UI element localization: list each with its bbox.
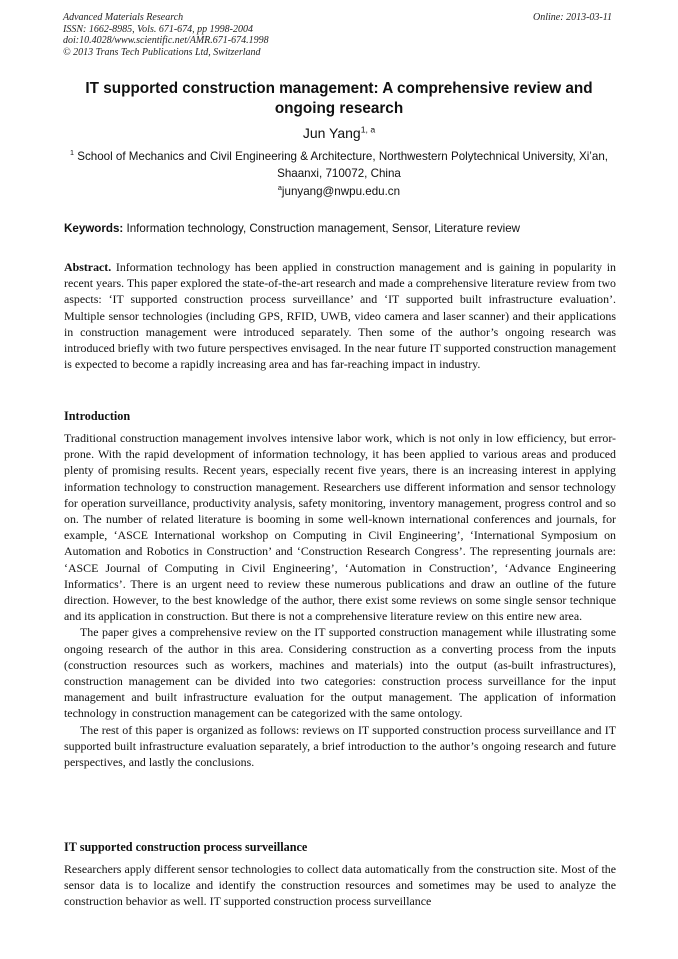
issn-line: ISSN: 1662-8985, Vols. 671-674, pp 1998-2004 [63, 23, 253, 35]
introduction-body [64, 430, 616, 770]
abstract [64, 259, 616, 372]
keywords-label: Keywords: [64, 222, 124, 235]
intro-paragraph-2: The paper gives a comprehensive review on the IT supported construction management while illustrating some ongoing research of the author in this area. Considering construction as a converting process from the inputs (construction resources such as workers, machines and materials) into the output (as-built infrastructures), construction management can be divided into two categories: construction process surveillance for the input management and built infrastructure evaluation for the output management. The application of information technology in construction management can be categorized with the same ontology. [64, 625, 616, 721]
journal-header [63, 12, 423, 58]
journal-name: Advanced Materials Research [63, 12, 184, 23]
surveillance-body [64, 861, 616, 910]
affiliation-text: School of Mechanics and Civil Engineering & Architecture, Northwestern Polytechnical University, Xi’an, Shaanxi, 710072, China [77, 150, 608, 180]
abstract-text: Information technology has been applied in construction management and is gaining in popularity in recent years. This paper explored the state-of-the-art research and made a comprehensive literature review from two aspects: ‘IT supported construction process surveillance’ and ‘IT supported built infrastructure evaluation’. Multiple sensor technologies (including GPS, RFID, UWB, video camera and laser scanner) and their applications in construction management were introduced separately. Then some of the author’s ongoing research was introduced briefly with two future perspectives envisaged. In the near future IT supported construction management is expected to become a rapidly increasing area and has far-reaching impact in industry. [64, 260, 616, 372]
surveillance-paragraph: Researchers apply different sensor technologies to collect data automatically from the construction site. Most of the sensor data is to localize and identify the construction resources and sometimes may be used to analyze the construction behavior as well. IT supported construction process surveillance [64, 862, 616, 909]
intro-paragraph-3: The rest of this paper is organized as follows: reviews on IT supported construction process surveillance and IT supported built infrastructure evaluation separately, a brief introduction to the author’s ongoing research and future perspectives, and lastly the conclusions. [64, 722, 616, 770]
paper-title: IT supported construction management: A comprehensive review and ongoing research [85, 80, 593, 117]
author-email [60, 184, 618, 200]
email-mark: a [277, 183, 282, 193]
keywords-text: Information technology, Construction management, Sensor, Literature review [126, 222, 521, 235]
intro-paragraph-1: Traditional construction management involves intensive labor work, which is not only in low efficiency, but error-prone. With the rapid development of information technology, it has been applied to various areas and produced plenty of promising results. Recent years, especially recent five years, there is an increasing interest in applying information technology to construction management. Researchers use different information and sensor technology for operation surveillance, productivity analysis, safety monitoring, inventory management, progress control and so on. The number of related literature is booming in some well-known international conferences and journals, for example, ‘ASCE International workshop on Computing in Civil Engineering’, ‘International Symposium on Automation and Robotics in Construction’ and ‘Construction Research Congress’. The representing journals are: ‘ASCE Journal of Computing in Civil Engineering’, ‘Automation in Construction’, ‘Advance Engineering Informatics’. There is an urgent need to review these numerous publications and draw an outline of the future direction. However, to the best knowledge of the author, there exist some reviews on some single sensor technique and its application in construction. But there is not a comprehensive literature review on this entire new area. [64, 431, 616, 624]
online-date: Online: 2013-03-11 [533, 12, 612, 23]
introduction-heading: Introduction [64, 409, 131, 423]
keywords [64, 221, 616, 237]
surveillance-heading: IT supported construction process surveillance [64, 840, 308, 854]
email-address[interactable]: junyang@nwpu.edu.cn [281, 185, 401, 198]
affiliation-mark: 1 [69, 148, 74, 158]
author-line [60, 124, 618, 142]
author-name: Jun Yang [302, 125, 361, 141]
copyright-line: © 2013 Trans Tech Publications Ltd, Switzerland [63, 46, 261, 58]
affiliation [60, 149, 618, 182]
author-marks: 1, a [360, 124, 376, 135]
abstract-label: Abstract. [64, 260, 112, 274]
doi-line: doi:10.4028/www.scientific.net/AMR.671-674.1998 [63, 35, 269, 47]
